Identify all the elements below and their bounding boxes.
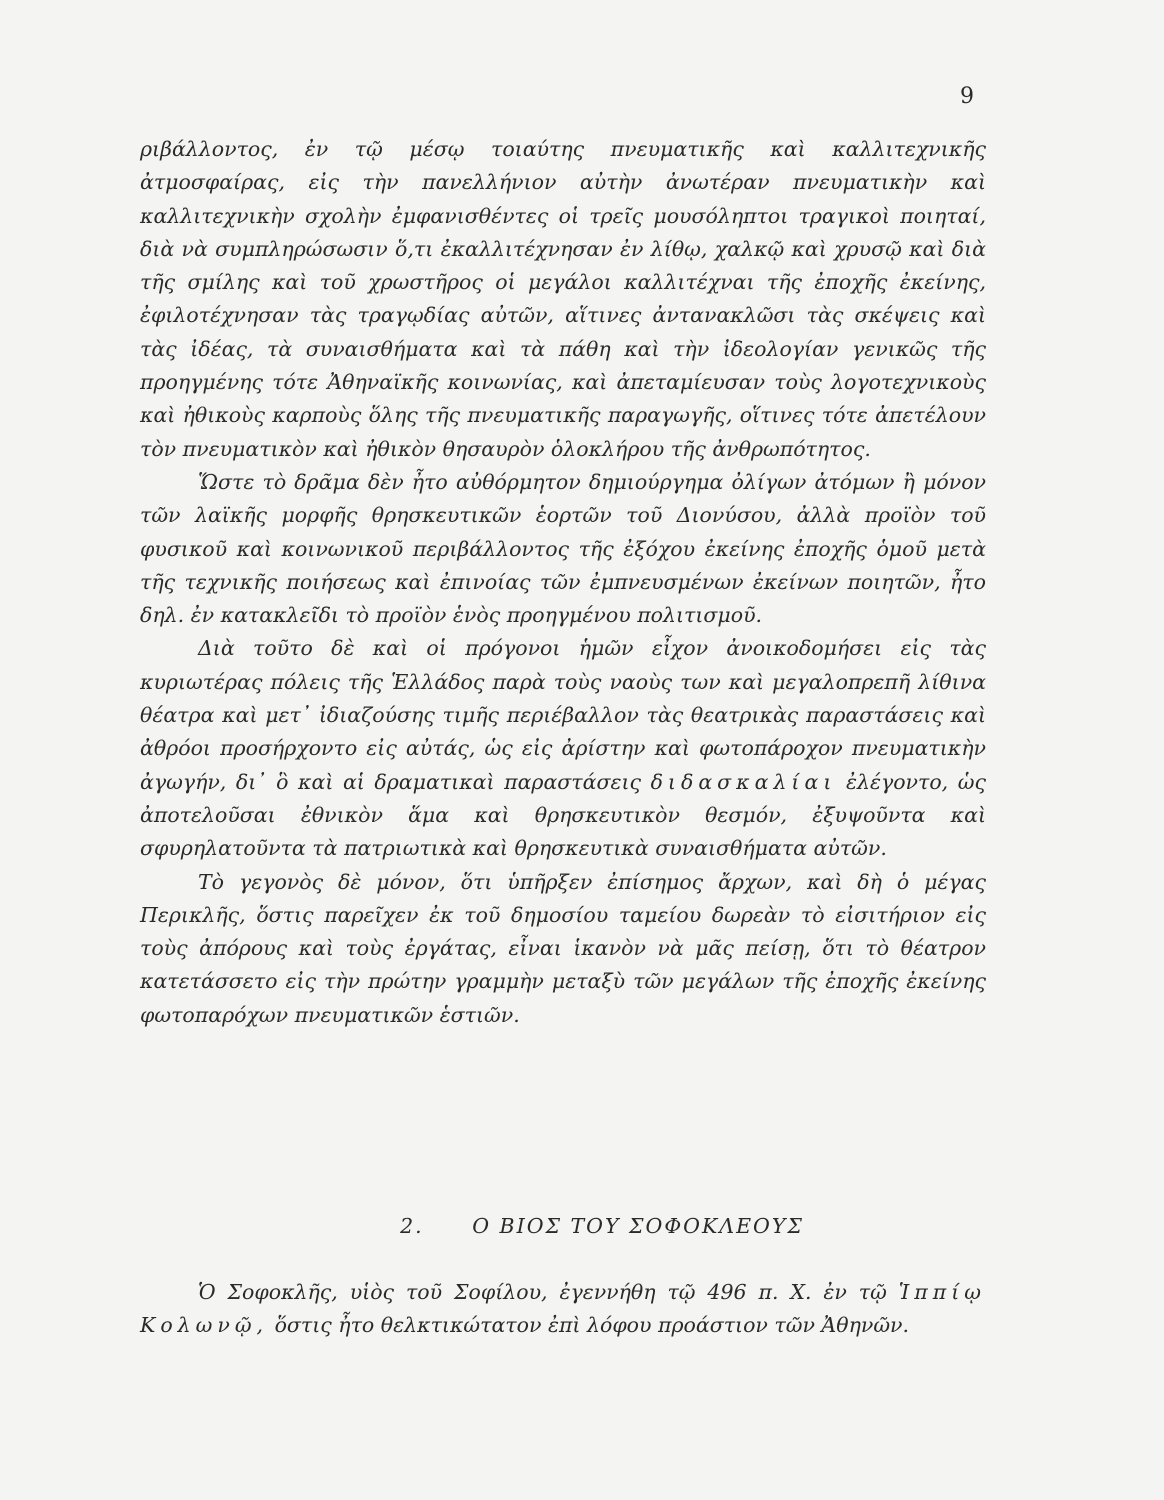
body-text-upper [140, 133, 986, 1032]
section-number: 2. [400, 1214, 424, 1238]
paragraph-2: Ὥστε τὸ δρᾶμα δὲν ἦτο αὐθόρμητον δημιούργημα ὀλίγων ἀτόμων ἢ μόνον τῶν λαϊκῆς μορφῆς θρησκευτικῶν ἑορτῶν τοῦ Διονύσου, ἀλλὰ προϊὸν τοῦ φυσικοῦ καὶ κοινωνικοῦ περιβάλλοντος τῆς ἐξόχου ἐκείνης ἐποχῆς ὁμοῦ μετὰ τῆς τεχνικῆς ποιήσεως καὶ ἐπινοίας τῶν ἐμπνευσμένων ἐκείνων ποιητῶν, ἦτο δηλ. ἐν κατακλεῖδι τὸ προϊὸν ἑνὸς προηγμένου πολιτισμοῦ. [140, 469, 986, 628]
paragraph-3-text-a: Διὰ τοῦτο δὲ καὶ οἱ πρόγονοι ἡμῶν εἶχον ἀνοικοδομήσει εἰς τὰς κυριωτέρας πόλεις τῆς Ἑλλάδος παρὰ τοὺς ναοὺς των καὶ μεγαλοπρεπῆ λίθινα θέατρα καὶ μετ᾽ ἰδιαζούσης τιμῆς περιέβαλλον τὰς θεατρικὰς παραστάσεις καὶ ἀθρόοι προσήρχοντο εἰς αὐτάς, ὡς εἰς ἀρίστην καὶ φωτοπάροχον πνευματικὴν ἀγωγήν, δι᾽ ὃ καὶ αἱ δραματικαὶ παραστάσεις [140, 636, 986, 794]
section-heading [0, 1214, 1164, 1238]
paragraph-3-text-b: ἐλέγοντο, ὡς ἀποτελοῦσαι ἐθνικὸν ἅμα καὶ θρησκευτικὸν θεσμόν, ἐξυψοῦντα καὶ σφυρηλατοῦντα τὰ πατριωτικὰ καὶ θρησκευτικὰ συναισθήματα αὐτῶν. [140, 769, 986, 861]
body-text-lower [140, 1276, 986, 1343]
paragraph-3 [140, 632, 986, 865]
section-title: Ο ΒΙΟΣ ΤΟΥ ΣΟΦΟΚΛΕΟΥΣ [472, 1214, 804, 1238]
spaced-word-hippio-kolono: Ἱππίῳ Κολωνῷ, [140, 1280, 986, 1338]
spaced-word-didaskaliai: διδασκαλίαι [650, 769, 837, 794]
paragraph-5-text-b: ὅστις ἦτο θελκτικώτατον ἐπὶ λόφου προάστιον τῶν Ἀθηνῶν. [274, 1313, 910, 1338]
paragraph-1: ριβάλλοντος, ἐν τῷ μέσῳ τοιαύτης πνευματικῆς καὶ καλλιτεχνικῆς ἀτμοσφαίρας, εἰς τὴν πανελλήνιον αὐτὴν ἀνωτέραν πνευματικὴν καὶ καλλιτεχνικὴν σχολὴν ἐμφανισθέντες οἱ τρεῖς μουσόληπτοι τραγικοὶ ποιηταί, διὰ νὰ συμπληρώσωσιν ὅ,τι ἐκαλλιτέχνησαν ἐν λίθῳ, χαλκῷ καὶ χρυσῷ καὶ διὰ τῆς σμίλης καὶ τοῦ χρωστῆρος οἱ μεγάλοι καλλιτέχναι τῆς ἐποχῆς ἐκείνης, ἐφιλοτέχνησαν τὰς τραγῳδίας αὐτῶν, αἵτινες ἀντανακλῶσι τὰς σκέψεις καὶ τὰς ἰδέας, τὰ συναισθήματα καὶ τὰ πάθη καὶ τὴν ἰδεολογίαν γενικῶς τῆς προηγμένης τότε Ἀθηναϊκῆς κοινωνίας, καὶ ἀπεταμίευσαν τοὺς λογοτεχνικοὺς καὶ ἠθικοὺς καρποὺς ὅλης τῆς πνευματικῆς παραγωγῆς, οἵτινες τότε ἀπετέλουν τὸν πνευματικὸν καὶ ἠθικὸν θησαυρὸν ὁλοκλήρου τῆς ἀνθρωπότητος. [140, 137, 986, 461]
paragraph-5 [140, 1276, 986, 1343]
page-number: 9 [960, 84, 974, 109]
paragraph-4: Τὸ γεγονὸς δὲ μόνον, ὅτι ὑπῆρξεν ἐπίσημος ἄρχων, καὶ δὴ ὁ μέγας Περικλῆς, ὅστις παρεῖχεν ἐκ τοῦ δημοσίου ταμείου δωρεὰν τὸ εἰσιτήριον εἰς τοὺς ἀπόρους καὶ τοὺς ἐργάτας, εἶναι ἱκανὸν νὰ μᾶς πείσῃ, ὅτι τὸ θέατρον κατετάσσετο εἰς τὴν πρώτην γραμμὴν μεταξὺ τῶν μεγάλων τῆς ἐποχῆς ἐκείνης φωτοπαρόχων πνευματικῶν ἑστιῶν. [140, 869, 986, 1027]
paragraph-5-text-a: Ὁ Σοφοκλῆς, υἱὸς τοῦ Σοφίλου, ἐγεννήθη τῷ 496 π. Χ. ἐν τῷ [198, 1280, 887, 1304]
